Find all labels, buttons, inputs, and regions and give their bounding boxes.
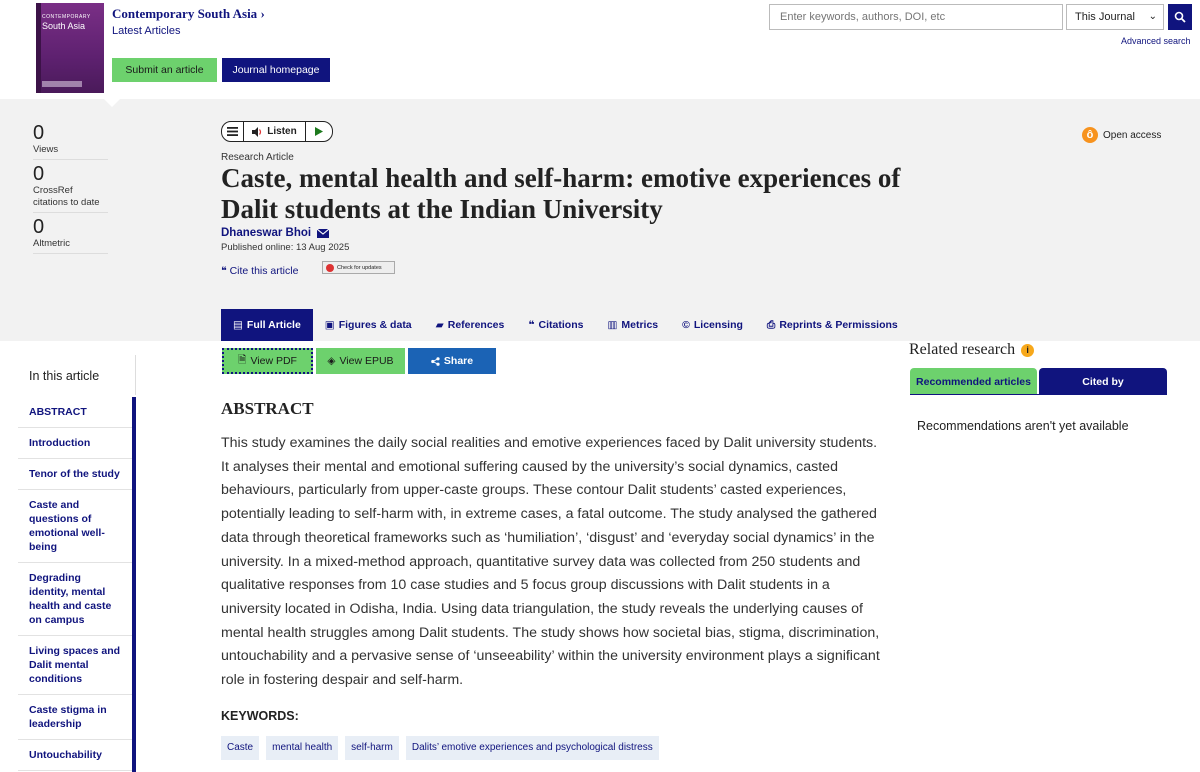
submit-article-button[interactable]: Submit an article xyxy=(112,58,217,82)
tab-cited-by[interactable]: Cited by xyxy=(1039,368,1167,395)
toc-item-tenor[interactable]: Tenor of the study xyxy=(18,459,132,490)
toc-divider xyxy=(135,355,136,395)
keyword-link[interactable]: Dalits’ emotive experiences and psychological distress xyxy=(406,736,659,760)
journal-cover-image[interactable] xyxy=(36,3,104,93)
tab-reprints-permissions[interactable] xyxy=(755,309,910,341)
toc-item-introduction[interactable]: Introduction xyxy=(18,428,132,459)
tab-label: References xyxy=(447,319,505,331)
info-icon[interactable]: i xyxy=(1021,344,1034,357)
advanced-search-link[interactable]: Advanced search xyxy=(1121,36,1191,46)
share-label: Share xyxy=(443,355,474,367)
author-name: Dhaneswar Bhoi xyxy=(221,227,312,239)
journal-homepage-button[interactable]: Journal homepage xyxy=(222,58,330,82)
metric-label: Views xyxy=(33,144,59,155)
copyright-icon: © xyxy=(682,319,690,331)
cover-footer xyxy=(42,81,82,87)
share-icon xyxy=(431,357,440,366)
keyword-link[interactable]: Caste xyxy=(221,736,259,760)
author-link[interactable] xyxy=(221,227,329,239)
menu-button[interactable] xyxy=(222,122,244,141)
search-icon xyxy=(1174,11,1186,23)
chevron-down-icon: ⌄ xyxy=(1148,11,1157,22)
cite-article-link[interactable] xyxy=(221,265,298,277)
toc-heading: In this article xyxy=(29,369,100,383)
journal-title-text: Contemporary South Asia xyxy=(112,6,258,21)
image-icon: ▣ xyxy=(324,319,335,331)
abstract-heading: ABSTRACT xyxy=(221,399,314,418)
abstract-text: This study examines the daily social realities and emotive experiences faced by Dalit university students. It analyses their mental and emotional suffering caused by the university’s social dynamics, casted behaviours, particularly from upper-caste groups. These contour Dalit students’ casted experiences, potentially leading to self-harm with, in extreme cases, a fatal outcome. The study analysed the gathered data through theoretical frameworks such as ‘humiliation’, ‘disgust’ and ‘everyday social dynamics’ in the university. In a mixed-method approach, quantitative survey data was collected from 250 students and qualitative responses from 10 case studies and 5 focus group discussions with Dalit students in a university located in Odisha, India. Using data triangulation, the study reveals the underlying causes of mental health struggles among Dalit students. The study shows how societal bias, stigma, discrimination, untouchability and a pervasive sense of ‘unseeability’ within the university environment plays a significant role in fostering despair and self-harm. xyxy=(221,435,880,689)
open-lock-icon: ô xyxy=(1082,127,1098,143)
tab-citations[interactable] xyxy=(516,309,595,341)
tab-label: Metrics xyxy=(621,319,659,331)
latest-articles-link[interactable]: Latest Articles xyxy=(112,25,181,37)
share-button[interactable] xyxy=(408,348,496,374)
keywords-list xyxy=(221,736,659,760)
toc-item-caste-wellbeing[interactable]: Caste and questions of emotional well-being xyxy=(18,490,132,563)
cover-title xyxy=(42,15,91,31)
metric-label: CrossRef citations to date xyxy=(33,185,100,208)
no-recommendations-message: Recommendations aren't yet available xyxy=(917,419,1129,433)
article-metrics xyxy=(33,122,108,257)
listen-player xyxy=(221,121,333,142)
crossmark-icon xyxy=(326,264,334,272)
tab-label: Reprints & Permissions xyxy=(779,319,898,331)
related-tabs xyxy=(910,368,1167,395)
open-access-badge xyxy=(1082,127,1161,143)
search-input[interactable] xyxy=(769,4,1063,30)
search-scope-value: This Journal xyxy=(1075,11,1135,23)
document-icon: ▤ xyxy=(233,319,243,331)
play-button[interactable] xyxy=(306,122,332,141)
tab-label: Figures & data xyxy=(338,319,412,331)
cover-line2: South Asia xyxy=(42,21,86,31)
view-epub-label: View EPUB xyxy=(339,355,394,367)
article-tabs xyxy=(221,309,910,341)
search-scope-select[interactable] xyxy=(1066,4,1164,30)
check-updates-label: Check for updates xyxy=(337,264,382,271)
metric-crossref xyxy=(33,163,108,213)
check-for-updates-button[interactable] xyxy=(322,261,395,274)
envelope-icon[interactable] xyxy=(317,229,329,238)
article-title: Caste, mental health and self-harm: emotive experiences of Dalit students at the Indian University xyxy=(221,163,901,224)
related-tabs-underline xyxy=(910,394,1167,395)
play-icon xyxy=(315,127,323,136)
cover-spine xyxy=(36,3,41,93)
toc-item-living-spaces[interactable]: Living spaces and Dalit mental conditions xyxy=(18,636,132,695)
table-of-contents xyxy=(18,397,136,772)
metric-views xyxy=(33,122,108,160)
quote-icon: ❝ xyxy=(528,319,535,331)
speaker-icon xyxy=(252,127,263,137)
metric-value: 0 xyxy=(33,216,45,238)
metric-label: Altmetric xyxy=(33,238,70,249)
tab-label: Licensing xyxy=(693,319,743,331)
tab-figures-data[interactable] xyxy=(313,309,424,341)
hamburger-icon xyxy=(227,127,238,136)
related-research-heading xyxy=(909,341,1034,359)
keyword-link[interactable]: mental health xyxy=(266,736,338,760)
tab-references[interactable] xyxy=(424,309,517,341)
listen-label: Listen xyxy=(267,126,297,137)
cover-notch xyxy=(104,99,120,107)
cite-label: Cite this article xyxy=(229,265,299,277)
metric-altmetric[interactable] xyxy=(33,216,108,254)
bar-chart-icon: ▥ xyxy=(607,319,618,331)
tab-metrics[interactable] xyxy=(595,309,670,341)
chevron-right-icon: › xyxy=(260,6,265,21)
tab-recommended-articles[interactable]: Recommended articles xyxy=(910,368,1037,395)
published-date: Published online: 13 Aug 2025 xyxy=(221,242,350,253)
epub-icon: ◈ xyxy=(327,355,336,367)
toc-item-untouchability[interactable]: Untouchability xyxy=(18,740,132,771)
tab-label: Citations xyxy=(538,319,584,331)
print-icon: ⎙ xyxy=(766,318,776,331)
view-pdf-button[interactable] xyxy=(222,348,313,374)
quote-icon: ❝ xyxy=(221,265,227,277)
cover-line1: CONTEMPORARY xyxy=(42,14,91,20)
tab-label: Full Article xyxy=(246,319,301,331)
keywords-heading: KEYWORDS: xyxy=(221,709,299,723)
tab-licensing[interactable] xyxy=(670,309,755,341)
view-epub-button[interactable] xyxy=(316,348,405,374)
listen-button[interactable] xyxy=(244,122,306,141)
search-button[interactable] xyxy=(1168,4,1192,30)
journal-title-link[interactable] xyxy=(112,6,265,22)
article-type: Research Article xyxy=(221,152,294,163)
tab-full-article[interactable] xyxy=(221,309,313,341)
keyword-link[interactable]: self-harm xyxy=(345,736,399,760)
metric-value: 0 xyxy=(33,122,45,144)
related-research-label: Related research xyxy=(909,341,1016,358)
book-icon: ▰ xyxy=(435,319,444,331)
pdf-file-icon: 🗎 xyxy=(238,354,247,366)
toc-item-caste-stigma[interactable]: Caste stigma in leadership xyxy=(18,695,132,740)
metric-value: 0 xyxy=(33,163,45,185)
open-access-label: Open access xyxy=(1103,129,1162,141)
toc-item-degrading-identity[interactable]: Degrading identity, mental health and caste on campus xyxy=(18,563,132,636)
site-header xyxy=(0,0,1200,99)
toc-item-abstract[interactable]: ABSTRACT xyxy=(18,397,132,428)
view-pdf-label: View PDF xyxy=(250,355,297,367)
